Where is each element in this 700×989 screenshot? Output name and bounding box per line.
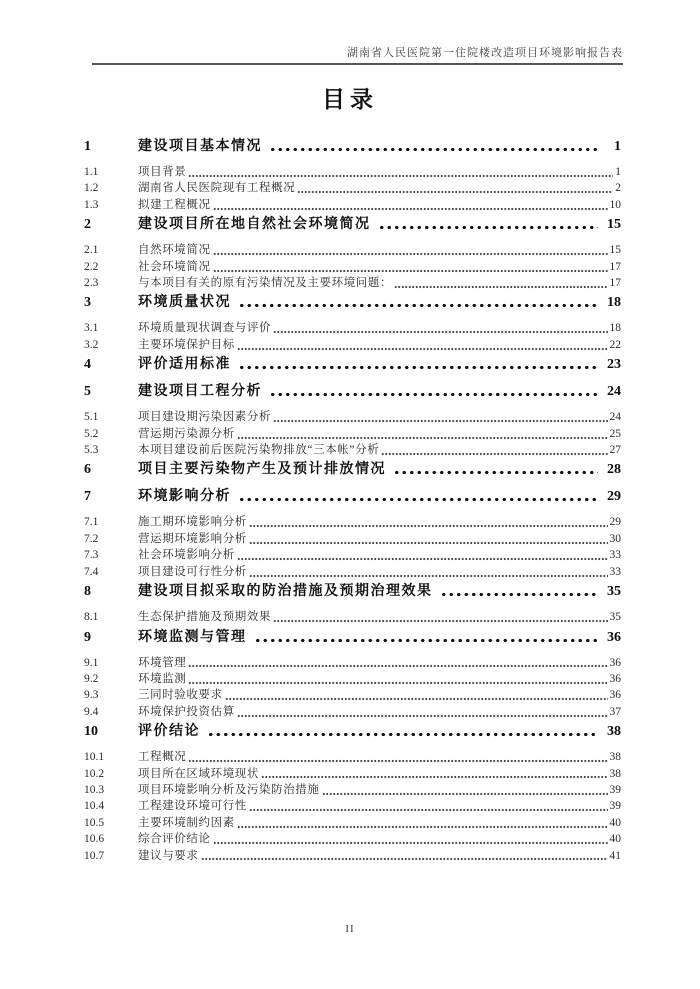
toc-entry	[84, 531, 621, 547]
toc-entry-number: 10.2	[84, 767, 105, 780]
toc-entry-number: 5.3	[84, 444, 99, 457]
toc-leader-dots	[261, 766, 608, 782]
toc-list	[84, 137, 621, 864]
toc-leader-dots	[393, 460, 598, 479]
toc-entry	[84, 337, 621, 353]
toc-entry	[84, 848, 621, 864]
toc-entry	[84, 749, 621, 765]
toc-entry-number: 9.2	[84, 672, 99, 685]
toc-entry	[84, 722, 621, 741]
toc-entry-label: 与本项目有关的原有污染情况及主要环境问题：	[138, 277, 393, 290]
toc-entry-page: 18	[607, 295, 621, 311]
toc-entry	[84, 409, 621, 425]
toc-entry-page: 27	[609, 444, 621, 457]
toc-entry	[84, 815, 621, 831]
page-header	[92, 46, 623, 65]
toc-entry-label: 项目建设可行性分析	[138, 565, 247, 578]
toc-entry-label: 主要环境制约因素	[138, 816, 235, 829]
toc-entry-page: 38	[609, 767, 621, 780]
toc-entry-label: 环境保护投资估算	[138, 705, 235, 718]
toc-entry	[84, 137, 621, 156]
toc-entry-label: 环境管理	[138, 656, 187, 669]
toc-entry-label: 环境质量状况	[138, 295, 231, 311]
toc-entry	[84, 242, 621, 258]
toc-entry	[84, 547, 621, 563]
footer-page-number: II	[345, 923, 355, 935]
toc-entry-page: 33	[609, 549, 621, 562]
toc-leader-dots	[269, 382, 598, 401]
toc-entry	[84, 564, 621, 580]
header-rule	[92, 63, 623, 65]
toc-entry-number: 8	[84, 584, 91, 600]
toc-entry	[84, 426, 621, 442]
toc-entry-page: 38	[609, 751, 621, 764]
toc-entry-number: 10.4	[84, 800, 105, 813]
toc-entry	[84, 259, 621, 275]
toc-entry-label: 项目主要污染物产生及预计排放情况	[138, 462, 386, 478]
toc-entry-label: 三同时验收要求	[138, 689, 223, 702]
toc-entry-label: 本项目建设前后医院污染物排放“三本帐”分析	[138, 444, 380, 457]
toc-entry-page: 40	[609, 816, 621, 829]
toc-leader-dots	[237, 704, 608, 720]
toc-entry-number: 7.3	[84, 549, 99, 562]
toc-entry-label: 环境监测与管理	[138, 629, 247, 645]
toc-entry-number: 2	[84, 217, 91, 233]
toc-entry-label: 评价适用标准	[138, 357, 231, 373]
toc-entry-label: 湖南省人民医院现有工程概况	[138, 182, 296, 195]
toc-entry	[84, 180, 621, 196]
toc-entry-label: 建设项目基本情况	[138, 139, 262, 154]
toc-leader-dots	[249, 564, 608, 580]
toc-leader-dots	[225, 687, 608, 703]
toc-entry	[84, 782, 621, 798]
toc-entry-label: 建设项目拟采取的防治措施及预期治理效果	[138, 584, 433, 600]
toc-entry-number: 10.3	[84, 783, 105, 796]
toc-entry-page: 1	[615, 166, 621, 178]
toc-leader-dots	[440, 582, 599, 601]
toc-entry-page: 40	[609, 833, 621, 846]
toc-entry-label: 工程建设环境可行性	[138, 800, 247, 813]
toc-entry-number: 3.1	[84, 322, 99, 335]
toc-entry	[84, 215, 621, 234]
toc-leader-dots	[254, 628, 599, 647]
toc-entry	[84, 460, 621, 479]
toc-entry-number: 1.1	[84, 166, 99, 178]
toc-entry	[84, 293, 621, 312]
toc-entry-number: 1	[84, 139, 91, 154]
toc-entry-page: 35	[609, 611, 621, 624]
toc-leader-dots	[188, 671, 607, 687]
toc-entry-page: 24	[609, 411, 621, 424]
toc-entry	[84, 320, 621, 336]
toc-entry-page: 36	[609, 672, 621, 685]
toc-leader-dots	[213, 831, 608, 847]
toc-entry	[84, 766, 621, 782]
toc-leader-dots	[237, 547, 608, 563]
toc-entry-number: 10.1	[84, 751, 105, 764]
toc-entry-number: 9.1	[84, 656, 99, 669]
toc-leader-dots	[188, 749, 607, 765]
toc-entry-number: 2.1	[84, 244, 99, 257]
toc-entry	[84, 687, 621, 703]
toc-entry-page: 1	[614, 139, 621, 154]
toc-entry-page: 38	[607, 724, 621, 740]
toc-entry-page: 36	[607, 629, 621, 645]
toc-entry-number: 9.4	[84, 705, 99, 718]
toc-entry	[84, 704, 621, 720]
toc-entry-number: 9.3	[84, 689, 99, 702]
toc-entry-number: 7	[84, 489, 91, 505]
toc-entry-number: 10.6	[84, 833, 105, 846]
toc-leader-dots	[273, 320, 607, 336]
toc-leader-dots	[238, 487, 598, 506]
toc-entry-page: 18	[609, 322, 621, 335]
toc-entry-label: 建设项目工程分析	[138, 384, 262, 400]
toc-entry-label: 项目所在区域环境现状	[138, 767, 259, 780]
toc-entry	[84, 382, 621, 401]
toc-entry-number: 7.2	[84, 532, 99, 545]
toc-entry-page: 10	[609, 198, 621, 211]
toc-entry-number: 5	[84, 384, 91, 400]
toc-entry-label: 营运期污染源分析	[138, 427, 235, 440]
toc-entry-number: 6	[84, 462, 91, 478]
toc-entry-number: 3.2	[84, 338, 99, 351]
toc-entry	[84, 197, 621, 213]
toc-entry-label: 综合评价结论	[138, 833, 211, 846]
toc-leader-dots	[273, 609, 607, 625]
toc-entry	[84, 164, 621, 180]
toc-entry-number: 8.1	[84, 611, 99, 624]
toc-entry-page: 33	[609, 565, 621, 578]
toc-entry	[84, 628, 621, 647]
toc-leader-dots	[381, 442, 607, 458]
toc-entry-number: 2.3	[84, 277, 99, 290]
toc-leader-dots	[188, 164, 613, 180]
toc-entry-label: 拟建工程概况	[138, 198, 211, 211]
toc-entry-label: 施工期环境影响分析	[138, 516, 247, 529]
toc-entry-label: 社会环境影响分析	[138, 549, 235, 562]
toc-entry-label: 评价结论	[138, 724, 200, 740]
toc-entry-number: 9	[84, 629, 91, 645]
toc-leader-dots	[237, 337, 608, 353]
toc-entry-page: 39	[609, 800, 621, 813]
toc-entry-label: 环境影响分析	[138, 489, 231, 505]
toc-leader-dots	[237, 426, 608, 442]
toc-entry-page: 41	[609, 849, 621, 862]
toc-entry-label: 营运期环境影响分析	[138, 532, 247, 545]
toc-entry-label: 自然环境简况	[138, 244, 211, 257]
toc-leader-dots	[378, 215, 599, 234]
toc-entry-page: 17	[609, 277, 621, 290]
toc-entry	[84, 582, 621, 601]
toc-leader-dots	[238, 293, 598, 312]
toc-entry-label: 工程概况	[138, 751, 187, 764]
toc-entry-page: 29	[607, 489, 621, 505]
toc-entry-page: 36	[609, 689, 621, 702]
toc-entry-page: 17	[609, 260, 621, 273]
toc-leader-dots	[201, 848, 608, 864]
toc-entry-number: 10.5	[84, 816, 105, 829]
toc-entry-page: 22	[609, 338, 621, 351]
toc-leader-dots	[238, 355, 598, 374]
toc-entry-label: 环境监测	[138, 672, 187, 685]
toc-entry-page: 25	[609, 427, 621, 440]
toc-title: 目录	[322, 87, 378, 112]
toc-leader-dots	[249, 798, 608, 814]
toc-entry-number: 7.1	[84, 516, 99, 529]
toc-entry-label: 项目环境影响分析及污染防治措施	[138, 783, 320, 796]
toc-entry-page: 23	[607, 357, 621, 373]
toc-leader-dots	[188, 655, 607, 671]
toc-entry-page: 24	[607, 384, 621, 400]
toc-entry-label: 主要环境保护目标	[138, 338, 235, 351]
toc-leader-dots	[213, 197, 608, 213]
toc-entry-label: 建设项目所在地自然社会环境简况	[138, 217, 371, 233]
toc-entry-number: 7.4	[84, 565, 99, 578]
toc-entry	[84, 442, 621, 458]
toc-entry-number: 4	[84, 357, 91, 373]
toc-entry	[84, 275, 621, 291]
toc-entry	[84, 487, 621, 506]
toc-leader-dots	[249, 514, 608, 530]
toc-entry-page: 37	[609, 705, 621, 718]
toc-leader-dots	[213, 242, 608, 258]
toc-entry-number: 5.2	[84, 427, 99, 440]
toc-entry	[84, 355, 621, 374]
toc-entry-page: 2	[615, 182, 621, 195]
toc-entry	[84, 514, 621, 530]
toc-entry	[84, 831, 621, 847]
toc-leader-dots	[213, 259, 608, 275]
toc-leader-dots	[237, 815, 608, 831]
toc-entry	[84, 655, 621, 671]
toc-entry-page: 15	[607, 217, 621, 233]
toc-entry-number: 10	[84, 724, 98, 740]
toc-entry-page: 28	[607, 462, 621, 478]
toc-entry-page: 36	[609, 656, 621, 669]
document-title-header: 湖南省人民医院第一住院楼改造项目环境影响报告表	[347, 47, 623, 59]
toc-leader-dots	[297, 180, 613, 196]
toc-entry-label: 建议与要求	[138, 849, 199, 862]
toc-leader-dots	[207, 722, 598, 741]
toc-entry-label: 生态保护措施及预期效果	[138, 611, 272, 624]
toc-leader-dots	[269, 137, 600, 156]
toc-entry-number: 10.7	[84, 849, 105, 862]
toc-entry-page: 39	[609, 783, 621, 796]
toc-entry-label: 社会环境简况	[138, 260, 211, 273]
toc-entry-page: 30	[609, 532, 621, 545]
toc-entry-number: 1.3	[84, 198, 99, 211]
toc-entry-label: 环境质量现状调查与评价	[138, 322, 272, 335]
toc-entry-number: 3	[84, 295, 91, 311]
toc-entry-number: 1.2	[84, 182, 99, 195]
toc-leader-dots	[394, 275, 607, 291]
toc-entry-label: 项目建设期污染因素分析	[138, 411, 272, 424]
toc-leader-dots	[249, 531, 608, 547]
toc-entry	[84, 798, 621, 814]
toc-entry-page: 15	[609, 244, 621, 257]
toc-entry-page: 35	[607, 584, 621, 600]
toc-entry-number: 2.2	[84, 260, 99, 273]
toc-leader-dots	[273, 409, 607, 425]
toc-entry-page: 29	[609, 516, 621, 529]
toc-entry	[84, 609, 621, 625]
toc-entry-number: 5.1	[84, 411, 99, 424]
toc-entry	[84, 671, 621, 687]
toc-leader-dots	[322, 782, 608, 798]
toc-entry-label: 项目背景	[138, 166, 187, 178]
